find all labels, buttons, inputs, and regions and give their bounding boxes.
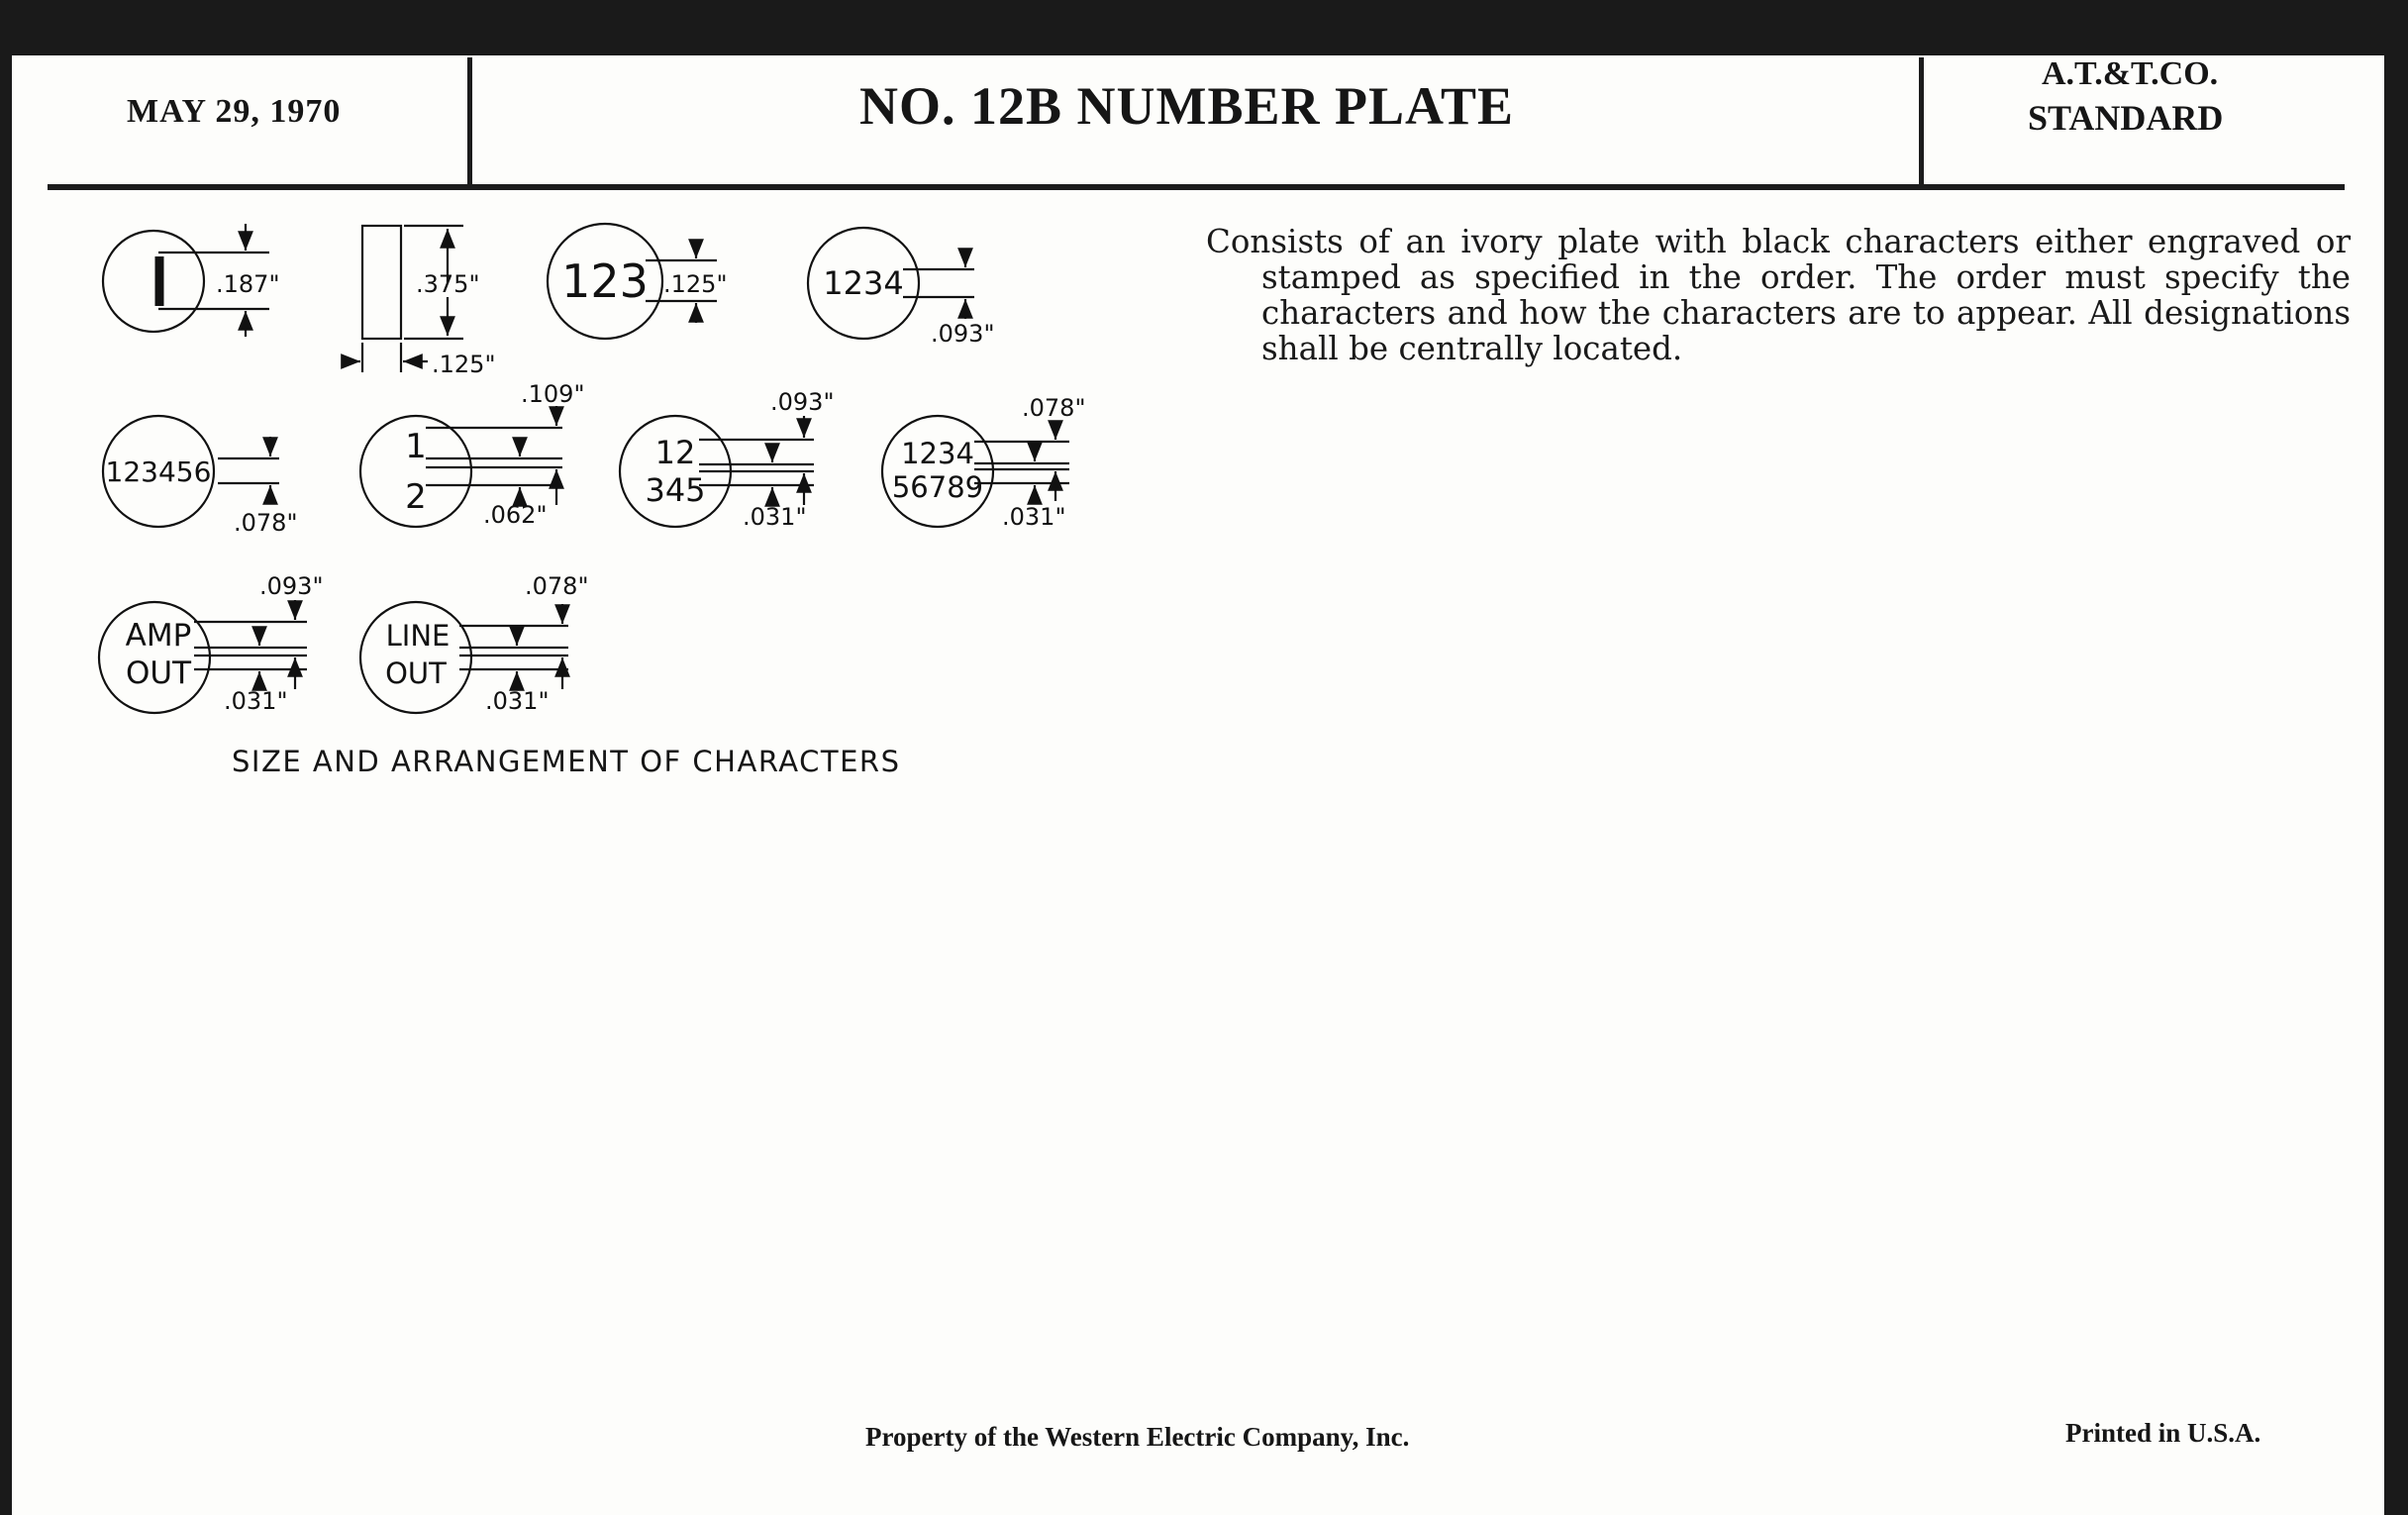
fig5-chars: 123456 bbox=[105, 455, 212, 488]
fig6-line2: 2 bbox=[405, 477, 427, 517]
standard-label: STANDARD bbox=[2028, 98, 2224, 138]
fig2-width-dim: .125" bbox=[432, 351, 496, 378]
fig9-line1: AMP bbox=[125, 618, 192, 654]
standard-org: A.T.&T.CO. bbox=[2042, 55, 2219, 92]
fig8-line2: 56789 bbox=[891, 470, 984, 504]
figure-caption: SIZE AND ARRANGEMENT OF CHARACTERS bbox=[232, 745, 901, 778]
footer-printed: Printed in U.S.A. bbox=[2065, 1418, 2261, 1448]
fig5-dim: .078" bbox=[234, 509, 298, 537]
fig7-line2: 345 bbox=[645, 471, 706, 509]
fig9-top-dim: .093" bbox=[259, 572, 324, 600]
footer-property: Property of the Western Electric Company, Inc. bbox=[865, 1422, 1410, 1452]
fig1-dim: .187" bbox=[216, 270, 280, 298]
fig8-bottom-dim: .031" bbox=[1002, 503, 1066, 531]
fig2-height-dim: .375" bbox=[416, 270, 480, 298]
fig9-line2: OUT bbox=[125, 656, 192, 691]
fig4-dim: .093" bbox=[931, 320, 995, 348]
fig10-top-dim: .078" bbox=[525, 572, 589, 600]
fig10-bottom-dim: .031" bbox=[485, 687, 550, 715]
description-paragraph: Consists of an ivory plate with black characters either engraved or stamped as specified in the order. The order must specify the characters and how the characters are to appear. All designations shall be centrally located. bbox=[1206, 223, 2351, 367]
fig7-bottom-dim: .031" bbox=[743, 503, 807, 531]
fig10-line2: OUT bbox=[385, 656, 447, 690]
fig3-dim: .125" bbox=[663, 270, 728, 298]
fig10-line1: LINE bbox=[385, 619, 451, 653]
fig7-top-dim: .093" bbox=[770, 388, 835, 416]
fig6-bottom-dim: .062" bbox=[483, 501, 548, 529]
fig4-chars: 1234 bbox=[823, 264, 904, 302]
fig3-chars: 123 bbox=[561, 254, 649, 308]
fig9-bottom-dim: .031" bbox=[224, 687, 288, 715]
plate-outline bbox=[103, 231, 204, 332]
character-box bbox=[362, 226, 401, 339]
fig7-line1: 12 bbox=[654, 434, 696, 471]
fig6-top-dim: .109" bbox=[521, 380, 585, 408]
fig8-line1: 1234 bbox=[901, 437, 974, 470]
issue-date: MAY 29, 1970 bbox=[127, 93, 342, 130]
fig6-line1: 1 bbox=[405, 427, 427, 466]
fig8-top-dim: .078" bbox=[1022, 394, 1086, 422]
document-title: NO. 12B NUMBER PLATE bbox=[859, 76, 1515, 136]
